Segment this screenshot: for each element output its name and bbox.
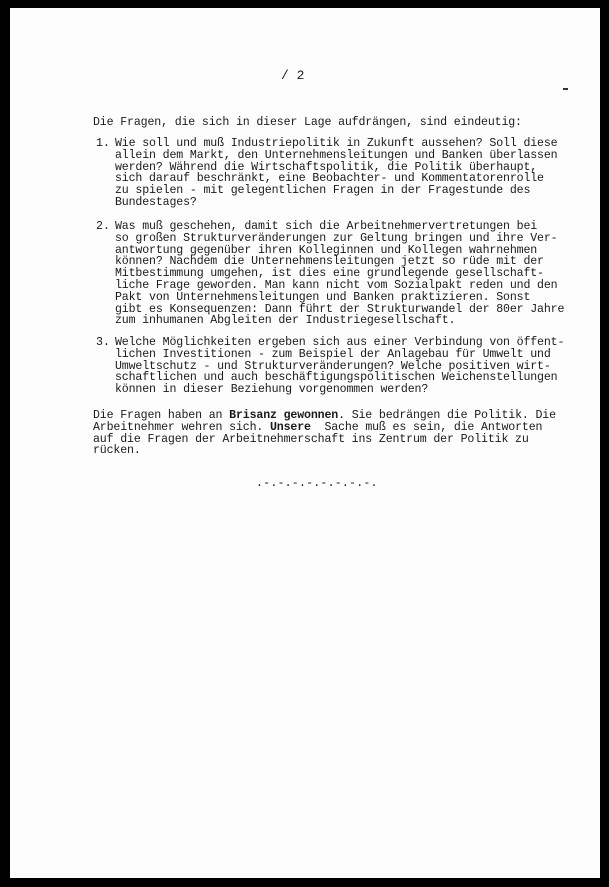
- list-item-text: Welche Möglichkeiten ergeben sich aus einer Verbindung von öffent- lichen Investitionen - zum Beispiel der Anlagebau für Umwelt und Umweltschutz - und Strukturveränderungen? Welche positiven wirt- schaftlichen und auch beschäftigungspolitischen Weichenstellungen können in dieser Beziehung vorgenommen werden?: [115, 336, 565, 397]
- closing-bold-1: Brisanz gewonnen: [229, 409, 339, 422]
- closing-bold-2: Unsere: [270, 420, 311, 434]
- list-item-text: Was muß geschehen, damit sich die Arbeitnehmervertretungen bei so großen Strukturveränderungen zur Geltung bringen und ihre Ver- antwortung gegenüber ihren Kolleginnen und Kollegen wahrnehmen können? Nachdem die Unternehmensleitungen jetzt so rüde mit der Mitbestimmung umgehen, ist dies eine grundlegende gesellschaft- liche Frage geworden. Man kann nicht vom Sozialpakt reden und den Pakt von Unternehmensleitungen und Banken praktizieren. Sonst gibt es Konsequenzen: Dann führt der Strukturwandel der 80er Jahre zum inhumanen Abgleiten der Industriegesellschaft.: [115, 220, 565, 328]
- list-item-number: 2.: [96, 220, 110, 233]
- closing-text-1: Die Fragen haben an: [93, 409, 230, 422]
- list-item-number: 1.: [96, 137, 110, 150]
- document-page: [10, 8, 600, 878]
- closing-text-3: Sache muß es sein, die Antworten auf die Fragen der Arbeitnehmerschaft ins Zentrum der Politik zu rücken.: [93, 420, 543, 458]
- end-mark: .-.-.-.-.-.-.-.-.: [256, 477, 378, 490]
- list-item-number: 3.: [96, 336, 110, 349]
- closing-paragraph: [93, 410, 573, 457]
- page-number: / 2: [281, 68, 305, 83]
- closing-text-2: . Sie bedrängen die Politik. Die Arbeitnehmer wehren sich.: [93, 409, 556, 434]
- intro-paragraph: Die Fragen, die sich in dieser Lage aufdrängen, sind eindeutig:: [93, 116, 522, 129]
- margin-mark: [563, 88, 568, 90]
- list-item-text: Wie soll und muß Industriepolitik in Zukunft aussehen? Soll diese allein dem Markt, den Unternehmensleitungen und Banken überlassen werden? Während die Wirtschaftspolitik, die Politik überhaupt, sich darauf beschränkt, eine Beobachter- und Kommentatorenrolle zu spielen - mit gelegentlichen Fragen in der Fragestunde des Bundestages?: [115, 137, 558, 209]
